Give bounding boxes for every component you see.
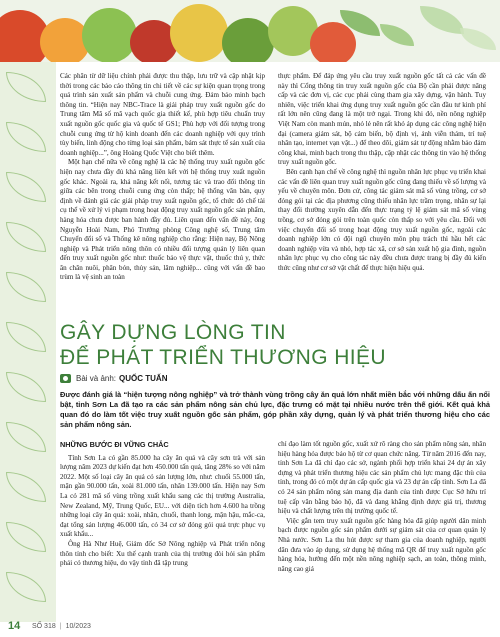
paragraph: Bên cạnh hạn chế về công nghệ thì nguồn nhân lực phục vụ triển khai các vấn đề liên quan truy xuất nguồn gốc cũng đang thiếu về số lượng và yếu về chuyên môn. Đơn cử, công tác giám sát mã số vùng trồng, cơ sở đóng gói tại các địa phương cũng thiếu nhân lực trầm trọng, nhân sự lại thay đổi thường xuyên dẫn đến thực trạng tỷ lệ giám sát mã số vùng trồng, cơ sở đóng gói trên toàn quốc còn thấp so với yêu cầu. Đối với việc chuyển đổi số trong hoạt động truy xuất nguồn gốc, ngoài các doanh nghiệp lớn có đội ngũ chuyên môn phụ trách thì hầu hết các doanh nghiệp vừa và nhỏ, hợp tác xã, cơ sở sản xuất hộ gia đình, nguồn nhân lực phục vụ cho công tác này đều chưa được trang bị đầy đủ kiến thức cũng như cơ sở vật chất để thực hiện hiệu quả. bbox=[278, 167, 486, 272]
page-number: 14 bbox=[8, 620, 21, 632]
paragraph: Việc gắn tem truy xuất nguồn gốc hàng hóa đã giúp người dân minh bạch được nguồn gốc sản phẩm dưới sự giám sát của cơ quan quản lý Nhà nước. Sơn La thu hút được sự tham gia của doanh nghiệp, người dân đưa vào áp dụng, sử dụng hệ thống mã QR để truy xuất nguồn gốc hàng hóa, hướng đến một nền nông nghiệp sạch, an toàn, thông minh, nâng cao giá bbox=[278, 516, 486, 573]
header-image-vegetables bbox=[0, 0, 500, 62]
headline-line-2: ĐỂ PHÁT TRIỂN THƯƠNG HIỆU bbox=[60, 346, 386, 369]
byline-author: QUỐC TUẤN bbox=[119, 374, 168, 383]
paragraph: thực phẩm. Để đáp ứng yêu cầu truy xuất nguồn gốc tất cả các vấn đề này thì Cổng thông tin truy xuất nguồn gốc của Bộ cần phải được nâng cấp và các đơn vị, các cục phải cùng tham gia xây dựng, vận hành. Tuy nhiên, việc triển khai ứng dụng truy xuất nguồn gốc cần đầu tư kinh phí rất lớn nên cũng đang là một trở ngại. Trong khi đó, nền nông nghiệp Việt Nam còn manh mún, nhỏ lẻ nên rất khó áp dụng các công nghệ hiện đại (camera giám sát, bộ cảm biến, bộ định vị, ảnh viễn thám, trí tuệ nhân tạo, internet vạn vật...) để theo dõi, giám sát tự động nhằm bảo đảm công khai, minh bạch trong thu thập, cập nhật các thông tin vào hệ thống truy xuất nguồn gốc. bbox=[278, 72, 486, 167]
headline-line-1: GÂY DỰNG LÒNG TIN bbox=[60, 321, 286, 344]
paragraph: Tính Sơn La có gần 85.000 ha cây ăn quả và cây sơn trà với sản lượng năm 2023 dự kiến đạt hơn 450.000 tấn quả, tăng 28% so với năm 2022. Một số loại cây ăn quả có sản lượng lớn, như: chuối 55.000 tấn, mận gần 90.000 tấn, xoài 81.000 tấn, nhãn 139.000 tấn. Hiện nay Sơn La có 281 mã số vùng trồng xuất khẩu sang các thị trường Australia, New Zealand, Mỹ, Trung Quốc, EU... với diện tích hơn 4.600 ha trồng những loại cây ăn quả: xoài, nhãn, chuối, thanh long, mận hậu, mắc-ca, đạt tổng sản lượng 46.000 tấn, có 34 cơ sở đóng gói quả trực phục vụ xuất khẩu... bbox=[60, 453, 265, 539]
camera-icon bbox=[60, 374, 71, 383]
byline bbox=[60, 374, 167, 383]
article-headline bbox=[60, 320, 460, 370]
article-column-1-top bbox=[60, 72, 265, 283]
byline-label: Bài và ảnh: bbox=[76, 374, 117, 383]
paragraph: Một hạn chế nữa về công nghệ là các hệ thống truy xuất nguồn gốc hiện nay chưa đầy đủ khả năng liên kết với hệ thống truy xuất nguồn gốc khác. Ngoài ra, khả năng kết nối, tương tác và trao đổi thông tin giữa các bên trong chuỗi cung ứng còn thấp; hệ thống văn bản, quy định về đánh giá các giải pháp truy xuất nguồn gốc, tổ chức đó chế tài cụ thể về xử lý vi phạm trong hoạt động truy xuất nguồn gốc sản phẩm, hàng hóa chưa được ban hành đầy đủ. Liên quan đến vấn đề này, ông Nguyễn Hoài Nam, Phó Trưởng phòng Công nghệ số, Trung tâm Chuyển đổi số và Thống kê nông nghiệp cho rằng: Hiện nay, Bộ Nông nghiệp và Phát triển nông thôn có nhiều đối tượng quản lý liên quan đến truy xuất nguồn gốc như: thuốc bảo vệ thực vật, thuốc thú y, thức ăn chăn nuôi, phân bón, thủy sản, lâm nghiệp... cũng với vấn đề bao trùm là vệ sinh an toàn bbox=[60, 158, 265, 282]
issue-date: 10/2023 bbox=[65, 623, 91, 630]
issue-info bbox=[32, 623, 91, 630]
decorative-side-strip bbox=[0, 62, 56, 622]
paragraph: chỉ đạo làm tốt nguồn gốc, xuất xứ rõ ràng cho sản phẩm nông sản, nhãn hiệu hàng hóa được bảo hộ từ cơ quan chức năng. Từ năm 2016 đến nay, tỉnh Sơn La đã chỉ đạo các sở, ngành phối hợp triển khai 24 dự án xây dựng và phát triển thương hiệu các sản phẩm chủ lực mang đặc thù của tỉnh, trong đó có một dự án cấp quốc gia và 23 dự án cấp tỉnh. Sơn La đã có 24 sản phẩm nông sản mang địa danh của tỉnh được Cục Sở hữu trí tuệ cấp văn bằng bảo hộ, đã và đang khẳng định được giá trị, thương hiệu và chất lượng trên thị trường quốc tế. bbox=[278, 440, 486, 516]
separator: | bbox=[59, 623, 62, 630]
section-heading: NHỮNG BƯỚC ĐI VỮNG CHẮC bbox=[60, 440, 169, 449]
article-column-1-bottom bbox=[60, 440, 265, 569]
issue-number: SỐ 318 bbox=[32, 623, 56, 630]
article-intro: Được đánh giá là “hiện tượng nông nghiệp” và trở thành vùng trồng cây ăn quả lớn nhất miền bắc với những dấu ấn nổi bật, tỉnh Sơn La đã tạo ra các sản phẩm nông sản chủ lực, đặc trưng có mặt tại nhiều nước trên thế giới. Kết quả khả quan đó do làm tốt việc truy xuất nguồn gốc sản phẩm, góp phần xây dựng, quản lý và phát triển thương hiệu cho các sản phẩm nông sản. bbox=[60, 390, 490, 429]
paragraph: Các phân từ dữ liệu chính phải được thu thập, lưu trữ và cập nhật kịp thời trong các bảo cáo thông tin chi tiết về các sự kiện quan trọng trong quá trình sản xuất sản phẩm và chuỗi cung ứng. Đảm bảo minh bạch thông tin. “Hiện nay NBC-Trace là giải pháp truy xuất nguồn gốc do Trung tâm Mã số mã vạch quốc gia thiết kế, phù hợp tiêu chuẩn truy xuất nguồn gốc quốc gia và quốc tế GS1; Phù hợp với đối tượng trong chuỗi cung ứng từ hộ kinh doanh đến các doanh nghiệp với quy trình tùy biến, linh động cho từng loại sản phẩm, bám sát thực tế sản xuất của doanh nghiệp...”, ông Hoàng Quốc Việt cho biết thêm. bbox=[60, 72, 265, 157]
paragraph: Ông Hà Như Huệ, Giám đốc Sở Nông nghiệp và Phát triển nông thôn tỉnh cho biết: Xu thế cạnh tranh của thị trường đòi hỏi sản phẩm phải có thương hiệu, do vậy tỉnh đã tập trung bbox=[60, 539, 265, 568]
article-column-2-bottom bbox=[278, 440, 486, 574]
article-column-2-top bbox=[278, 72, 486, 273]
